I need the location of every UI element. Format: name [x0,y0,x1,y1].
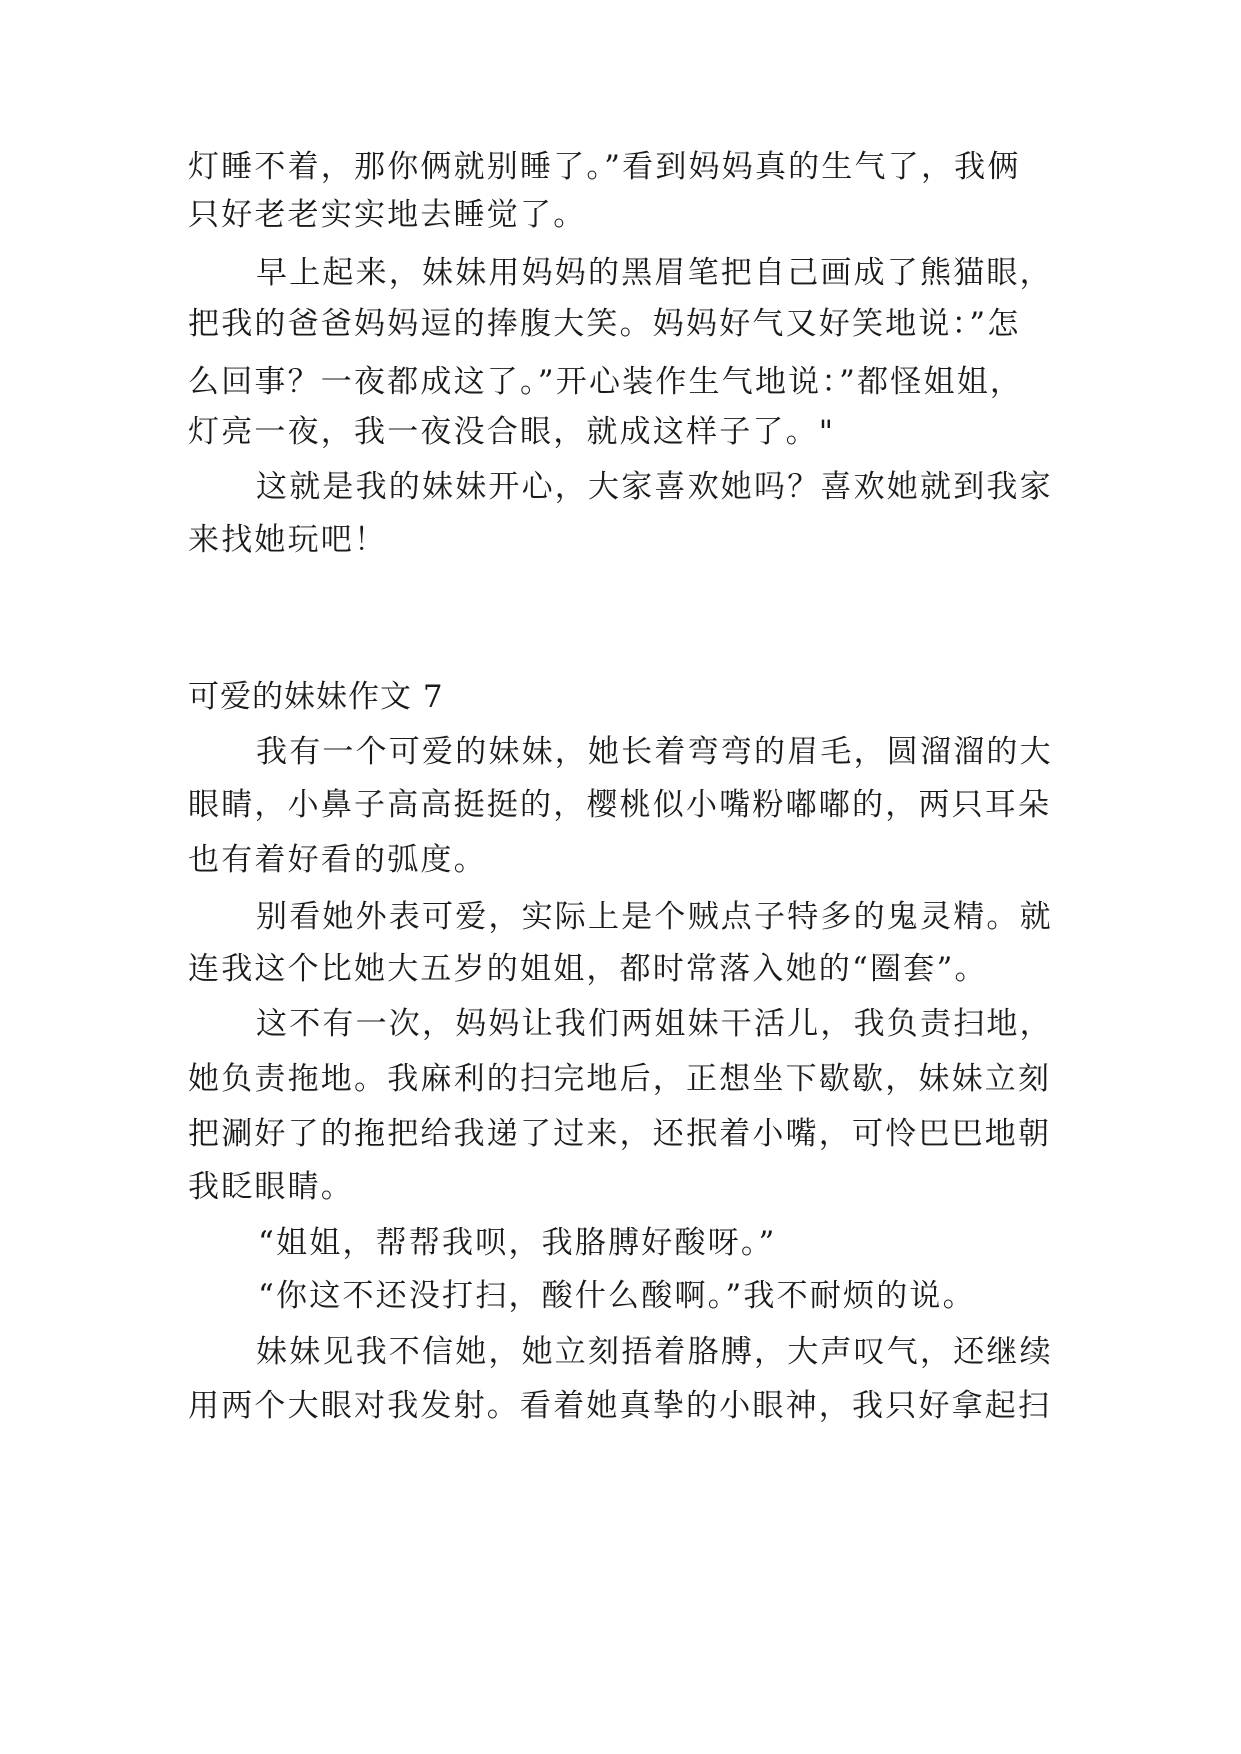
text-line: 连我这个比她大五岁的姐姐，都时常落入她的“圈套”。 [188,951,988,987]
dialogue-line: “你这不还没打扫，酸什么酸啊。”我不耐烦的说。 [258,1278,976,1314]
paragraph-start-line: 我有一个可爱的妹妹，她长着弯弯的眉毛，圆溜溜的大 [256,734,1053,770]
text-line: 么回事？一夜都成这了。”开心装作生气地说：”都怪姐姐， [188,364,1024,400]
text-line: 用两个大眼对我发射。看着她真挚的小眼神，我只好拿起扫 [188,1388,1052,1424]
text-line: 只好老老实实地去睡觉了。 [188,197,587,233]
text-line: 也有着好看的弧度。 [188,842,487,878]
paragraph-start-line: 别看她外表可爱，实际上是个贼点子特多的鬼灵精。就 [256,899,1053,935]
text-line: 灯亮一夜，我一夜没合眼，就成这样子了。" [188,414,836,450]
text-line: 把涮好了的拖把给我递了过来，还抿着小嘴，可怜巴巴地朝 [188,1116,1052,1152]
text-line: 眼睛，小鼻子高高挺挺的，樱桃似小嘴粉嘟嘟的，两只耳朵 [188,787,1052,823]
paragraph-start-line: 早上起来，妹妹用妈妈的黑眉笔把自己画成了熊猫眼， [256,255,1053,291]
paragraph-start-line: 妹妹见我不信她，她立刻捂着胳膊，大声叹气，还继续 [256,1334,1053,1370]
paragraph-start-line: 这就是我的妹妹开心，大家喜欢她吗？喜欢她就到我家 [256,469,1053,505]
dialogue-line: “姐姐，帮帮我呗，我胳膊好酸呀。” [258,1225,777,1261]
essay-title: 可爱的妹妹作文 7 [188,679,444,715]
text-line: 灯睡不着，那你俩就别睡了。”看到妈妈真的生气了，我俩 [188,149,1021,185]
text-line: 把我的爸爸妈妈逗的捧腹大笑。妈妈好气又好笑地说：”怎 [188,306,1021,342]
text-line: 我眨眼睛。 [188,1169,354,1205]
paragraph-start-line: 这不有一次，妈妈让我们两姐妹干活儿，我负责扫地， [256,1006,1053,1042]
text-line: 来找她玩吧！ [188,522,388,558]
text-line: 她负责拖地。我麻利的扫完地后，正想坐下歇歇，妹妹立刻 [188,1061,1052,1097]
